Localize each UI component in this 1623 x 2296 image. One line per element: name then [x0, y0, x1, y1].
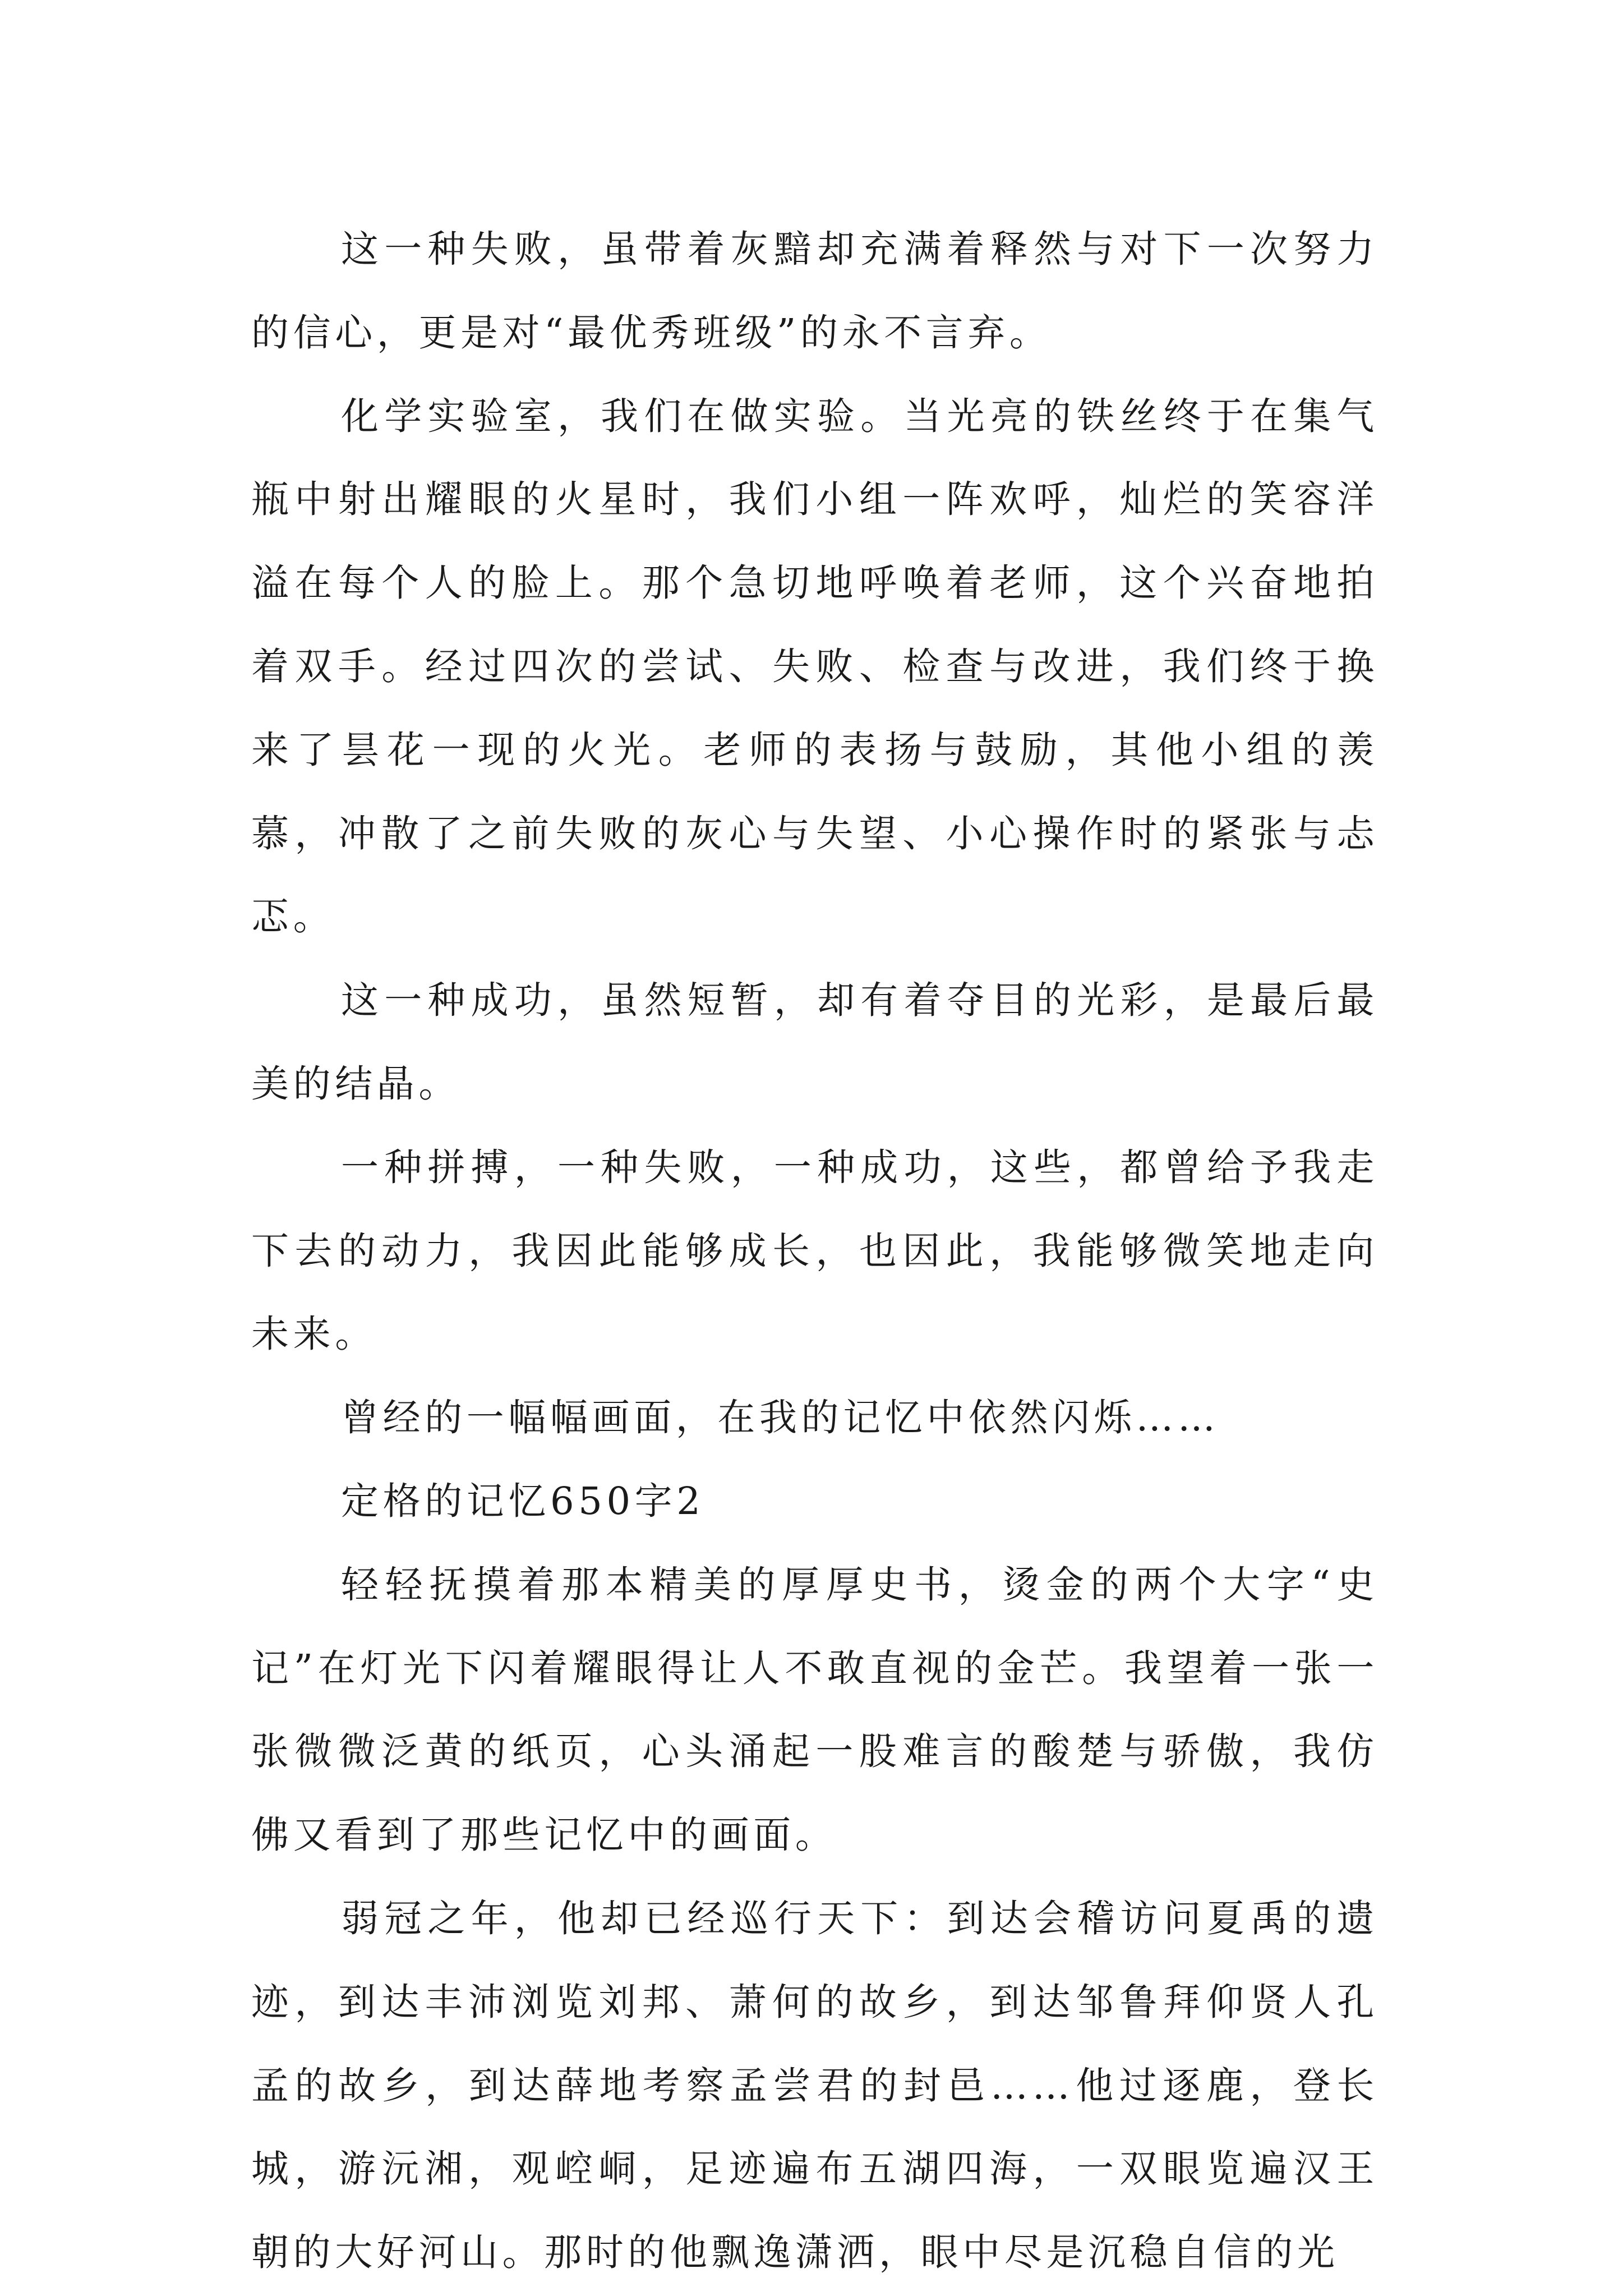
paragraph-failure-reflection: 这一种失败，虽带着灰黯却充满着释然与对下一次努力的信心，更是对“最优秀班级”的永不言弃。: [251, 227, 1378, 355]
paragraph-growth: 一种拼搏，一种失败，一种成功，这些，都曾给予我走下去的动力，我因此能够成长，也因此，我能够微笑地走向未来。: [251, 1145, 1378, 1356]
paragraph-memory-closing: 曾经的一幅幅画面，在我的记忆中依然闪烁……: [341, 1396, 1220, 1440]
paragraph-success-reflection: 这一种成功，虽然短暂，却有着夺目的光彩，是最后最美的结晶。: [251, 978, 1378, 1106]
paragraph-shiji-book: 轻轻抚摸着那本精美的厚厚史书，烫金的两个大字“史记”在灯光下闪着耀眼得让人不敢直视的金芒。我望着一张一张微微泛黄的纸页，心头涌起一股难言的酸楚与骄傲，我仿佛又看到了那些记忆中的画面。: [251, 1562, 1378, 1857]
document-body: [251, 208, 1378, 2294]
paragraph-chemistry-lab: 化学实验室，我们在做实验。当光亮的铁丝终于在集气瓶中射出耀眼的火星时，我们小组一阵欢呼，灿烂的笑容洋溢在每个人的脸上。那个急切地呼唤着老师，这个兴奋地拍着双手。经过四次的尝试、失败、检查与改进，我们终于换来了昙花一现的火光。老师的表扬与鼓励，其他小组的羡慕，冲散了之前失败的灰心与失望、小心操作时的紧张与忐忑。: [251, 394, 1378, 939]
essay-heading: 定格的记忆650字2: [341, 1479, 705, 1523]
paragraph-travels: 弱冠之年，他却已经巡行天下：到达会稽访问夏禹的遗迹，到达丰沛浏览刘邦、萧何的故乡，到达邹鲁拜仰贤人孔孟的故乡，到达薛地考察孟尝君的封邑……他过逐鹿，登长城，游沅湘，观崆峒，足迹遍布五湖四海，一双眼览遍汉王朝的大好河山。那时的他飘逸潇洒，眼中尽是沉稳自信的光: [251, 1896, 1378, 2275]
